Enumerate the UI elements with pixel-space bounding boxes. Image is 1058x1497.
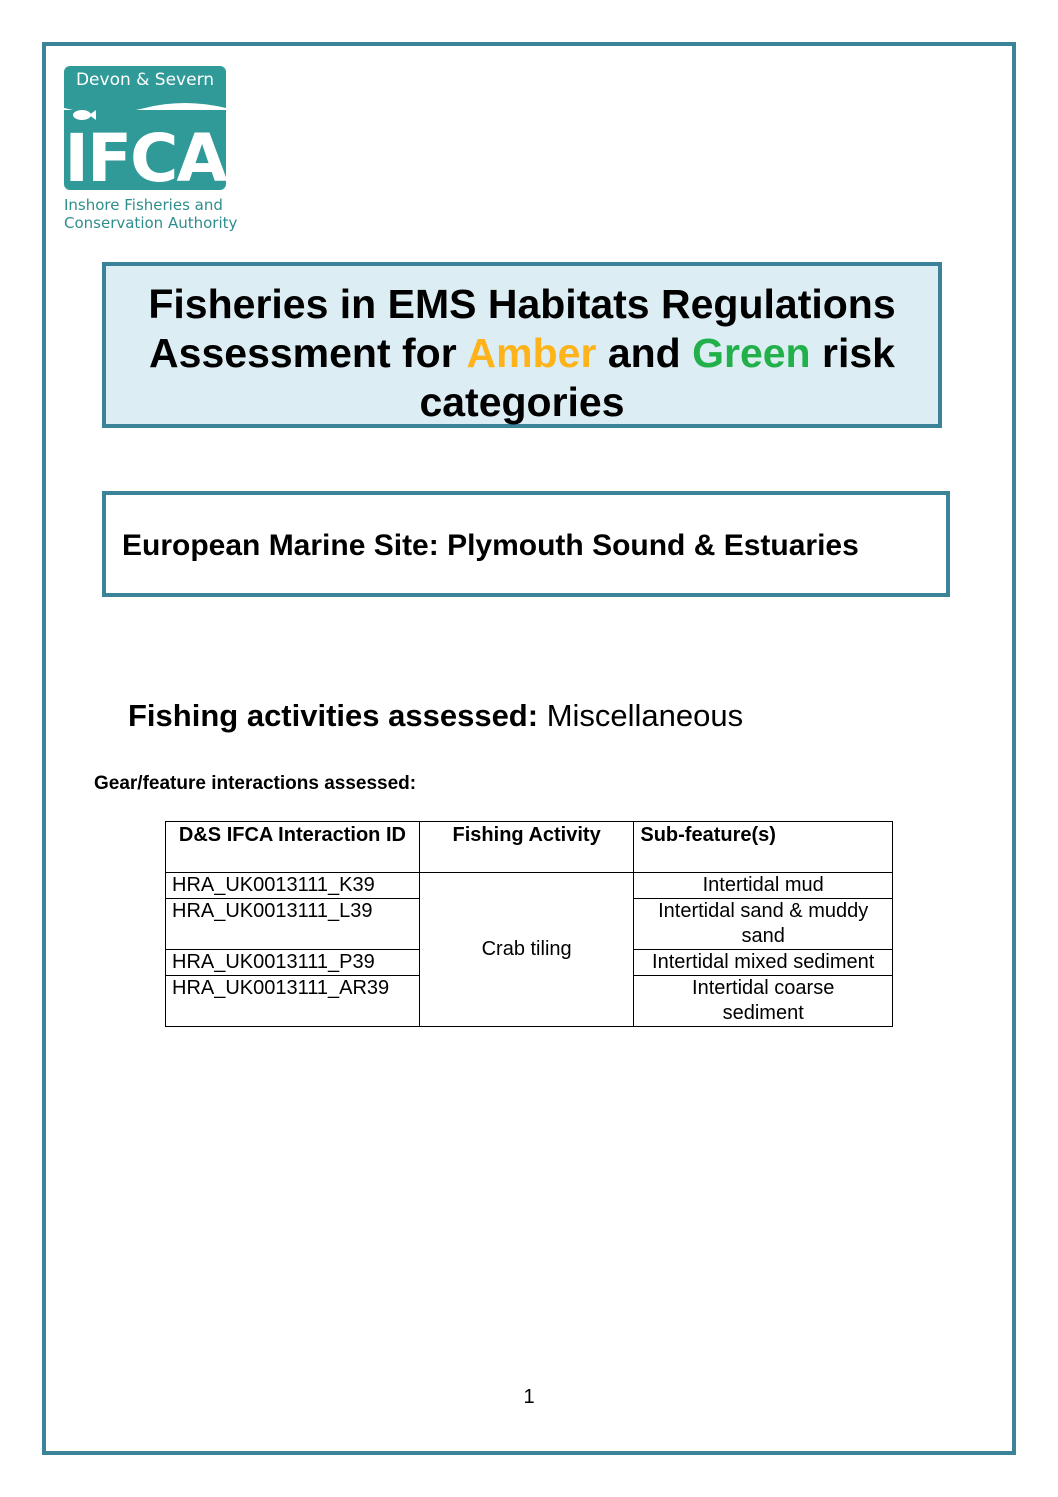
subfeature-cell: Intertidal mud (634, 873, 893, 899)
fishing-activities-line (128, 698, 743, 734)
site-box (102, 491, 950, 597)
title-green: Green (692, 330, 811, 376)
header-sub-features: Sub-feature(s) (634, 822, 893, 873)
activities-value: Miscellaneous (538, 698, 744, 733)
header-interaction-id: D&S IFCA Interaction ID (166, 822, 420, 873)
interaction-id-cell: HRA_UK0013111_L39 (166, 899, 420, 950)
page-number: 1 (523, 1386, 535, 1408)
interaction-id-cell: HRA_UK0013111_P39 (166, 950, 420, 976)
subfeature-cell: Intertidal sand & muddy sand (634, 899, 893, 950)
title-amber: Amber (466, 330, 597, 376)
header-fishing-activity: Fishing Activity (419, 822, 633, 873)
logo-ifca-text: IFCA (64, 120, 226, 197)
activities-label: Fishing activities assessed: (128, 698, 539, 733)
fishing-activity-cell: Crab tiling (419, 873, 633, 1027)
subfeature-cell: Intertidal coarse sediment (634, 976, 893, 1027)
interaction-id-cell: HRA_UK0013111_K39 (166, 873, 420, 899)
site-heading: European Marine Site: Plymouth Sound & Estuaries (122, 529, 859, 562)
title-part3: risk categories (419, 330, 895, 425)
title-part1: Fisheries in EMS Habitats Regulations Assessment for (148, 281, 896, 376)
table-row (166, 873, 893, 899)
page-border (42, 42, 1016, 1455)
logo-subtitle-line1: Inshore Fisheries and (64, 196, 223, 214)
interactions-table (165, 821, 893, 1027)
gear-interactions-heading: Gear/feature interactions assessed: (94, 773, 417, 794)
table-header-row (166, 822, 893, 873)
logo-subtitle (64, 196, 238, 232)
ifca-logo (64, 66, 238, 236)
title-box (102, 262, 942, 428)
subfeature-cell: Intertidal mixed sediment (634, 950, 893, 976)
logo-top-text: Devon & Severn (75, 70, 215, 90)
interaction-id-cell: HRA_UK0013111_AR39 (166, 976, 420, 1027)
document-title (106, 280, 938, 427)
title-part2: and (596, 330, 693, 376)
logo-subtitle-line2: Conservation Authority (64, 214, 238, 232)
